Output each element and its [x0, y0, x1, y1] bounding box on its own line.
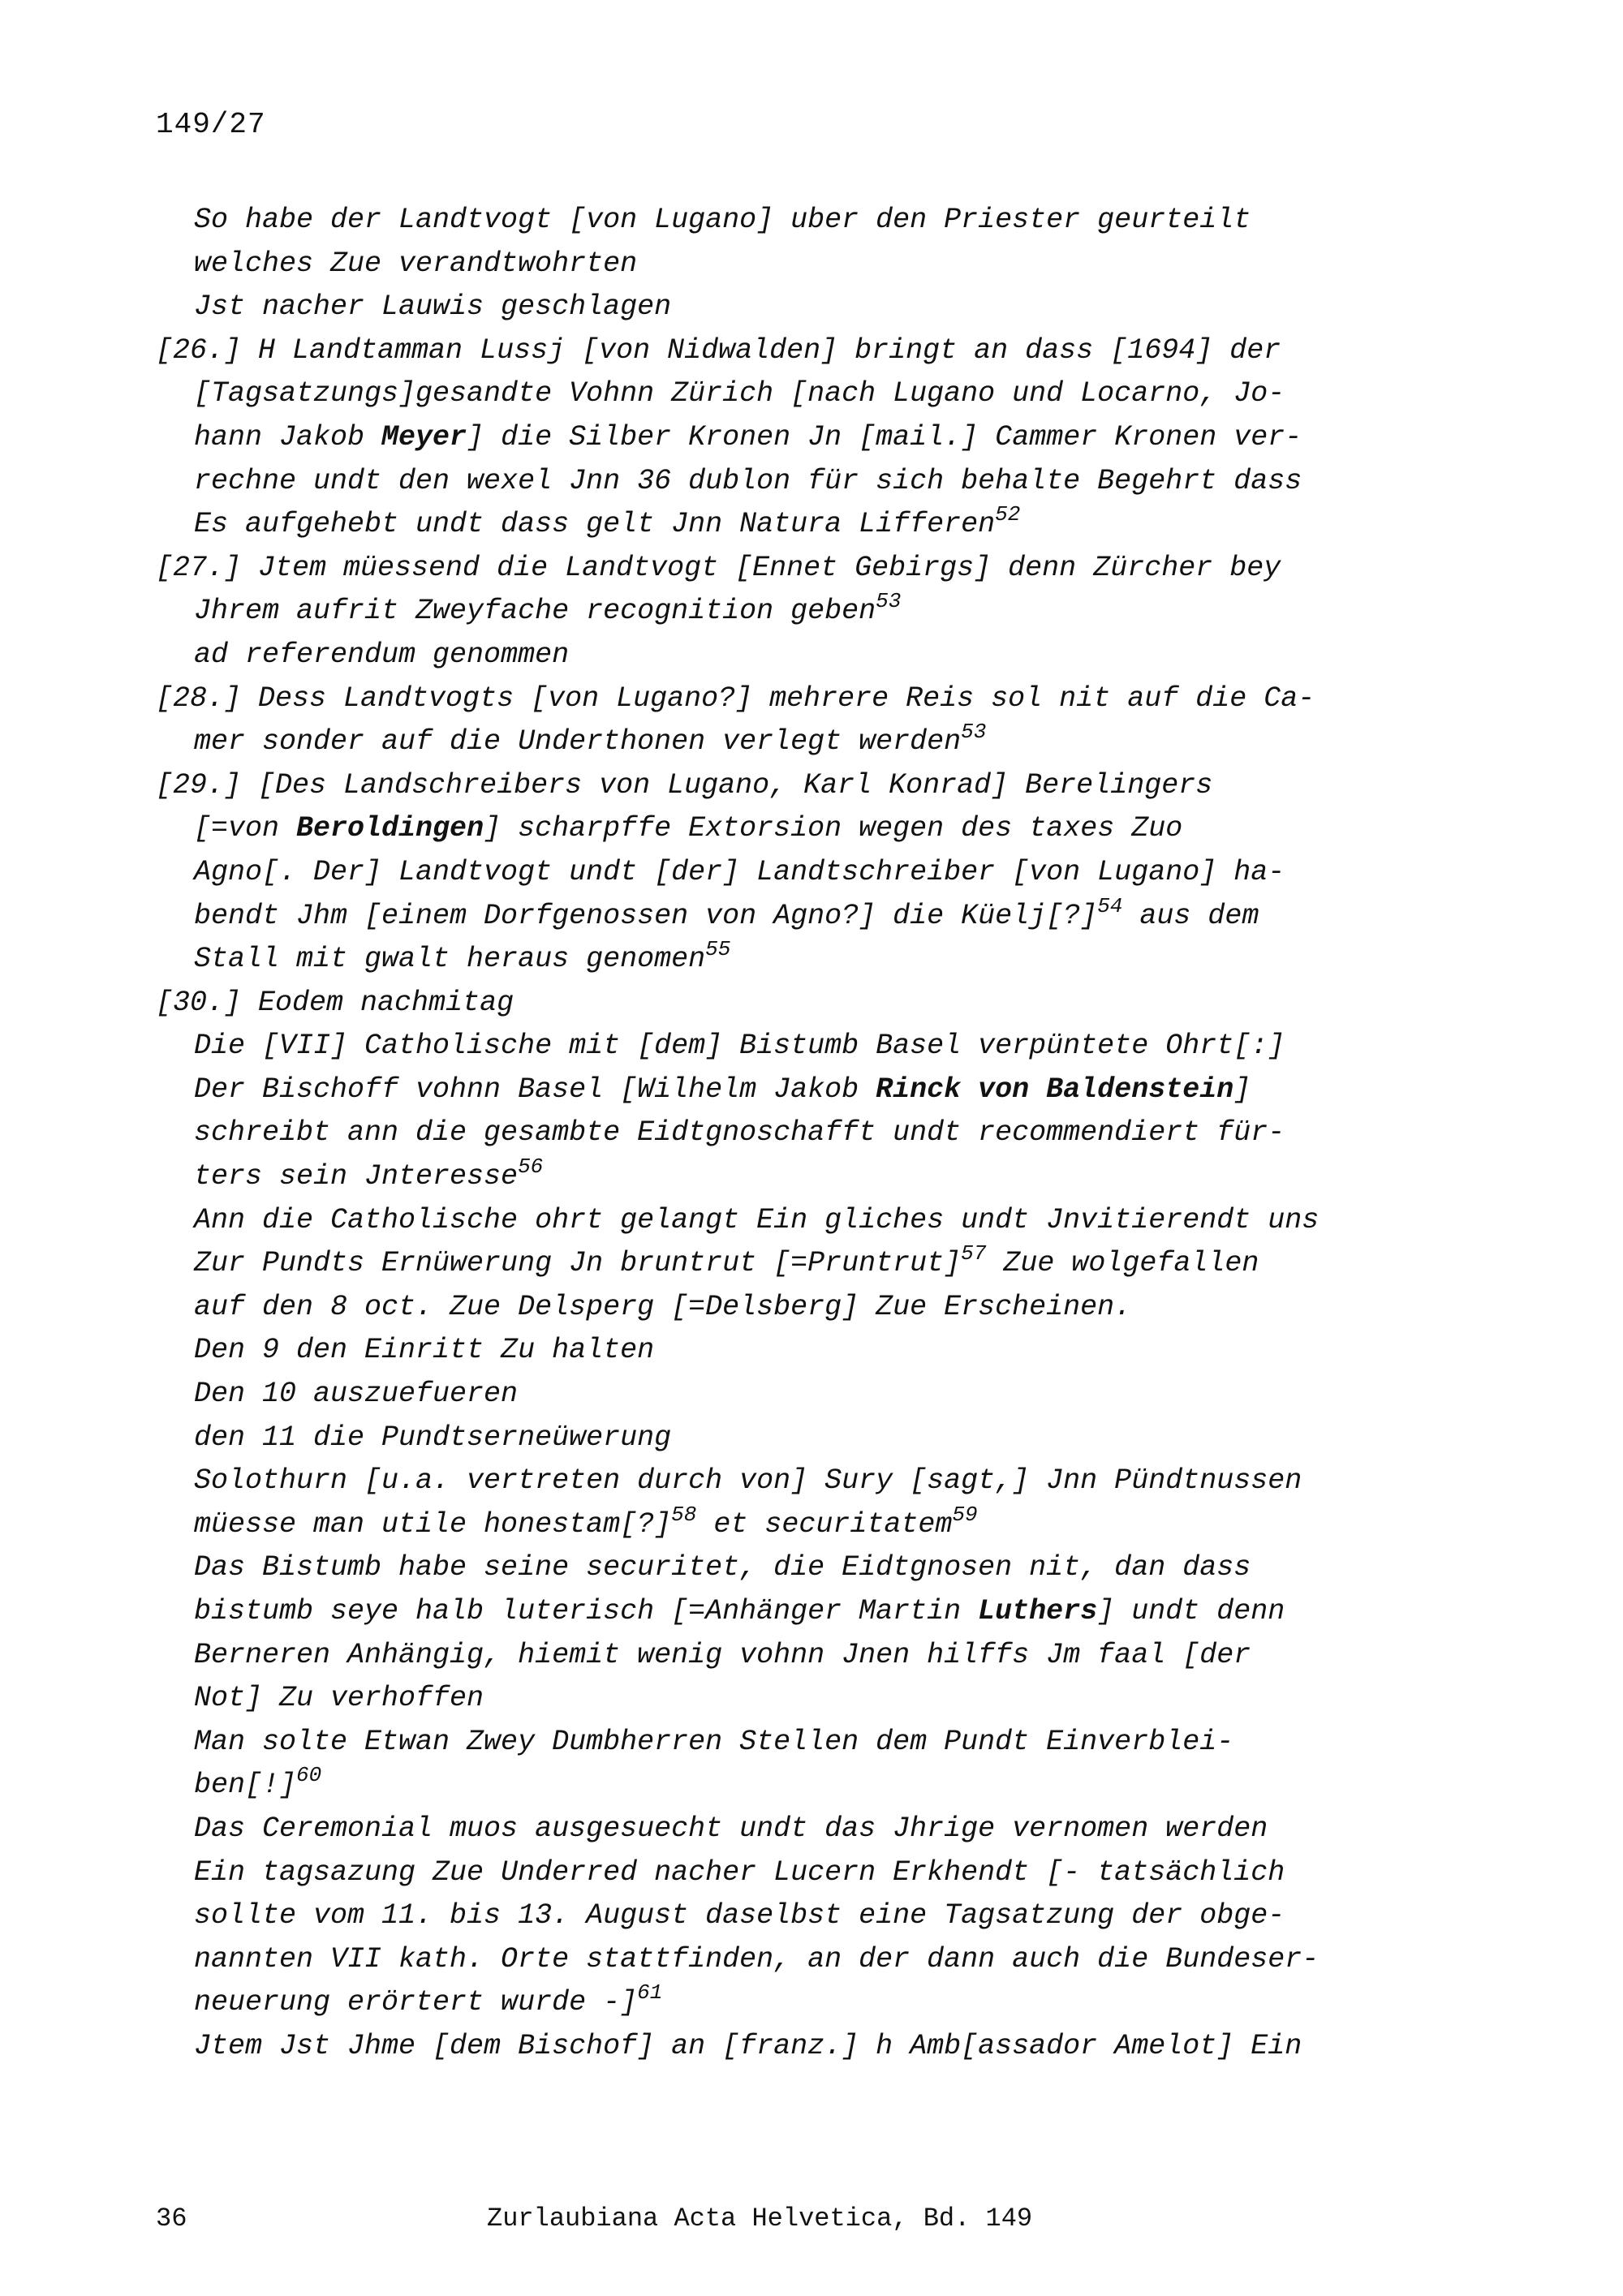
text-line: Jhrem aufrit Zweyfache recognition geben$^{53}$: [194, 589, 902, 628]
text-line: Ein tagsazung Zue Underred nacher Lucern Erkhendt [- tatsächlich: [194, 1855, 1285, 1889]
footnote-reference: 58: [671, 1502, 697, 1527]
text-paragraph: [156, 677, 1584, 764]
person-name-bold: Rinck von Baldenstein: [876, 1073, 1234, 1106]
footnote-reference: 61: [637, 1980, 663, 2006]
footnote-reference: 54: [1097, 893, 1123, 918]
text-line: müesse man utile honestam[?]$^{58}$ et securitatem$^{59}$: [194, 1502, 978, 1541]
text-line: Den 9 den Einritt Zu halten: [194, 1334, 655, 1367]
footnote-reference: 53: [876, 589, 902, 614]
text-line: Der Bischoff vohnn Basel [Wilhelm Jakob Rinck von Baldenstein]: [194, 1073, 1251, 1106]
text-line: Solothurn [u.a. vertreten durch von] Sury [sagt,] Jnn Pündtnussen: [194, 1464, 1302, 1498]
text-line: welches Zue verandtwohrten: [194, 247, 638, 280]
text-line: [29.] [Des Landschreibers von Lugano, Karl Konrad] Berelingers: [156, 768, 1213, 802]
text-line: [28.] Dess Landtvogts [von Lugano?] mehrere Reis sol nit auf die Ca-: [156, 681, 1315, 715]
person-name-bold: Beroldingen: [296, 812, 484, 845]
text-paragraph: [156, 329, 1584, 547]
text-line: neuerung erörtert wurde -]$^{61}$: [194, 1980, 663, 2019]
footnote-reference: 56: [518, 1154, 544, 1180]
footnote-reference: 53: [961, 720, 987, 745]
text-paragraph: [156, 547, 1584, 677]
text-paragraph: [156, 1546, 1584, 1720]
footnote-reference: 55: [705, 937, 731, 962]
text-line: [Tagsatzungs]gesandte Vohnn Zürich [nach Lugano und Locarno, Jo-: [194, 377, 1285, 411]
text-line: Man solte Etwan Zwey Dumbherren Stellen dem Pundt Einverblei-: [194, 1725, 1234, 1758]
text-line: [30.] Eodem nachmitag: [156, 986, 514, 1019]
text-line: Agno[. Der] Landtvogt undt [der] Landtschreiber [von Lugano] ha-: [194, 855, 1285, 888]
text-paragraph: [156, 199, 1584, 243]
publication-title: Zurlaubiana Acta Helvetica, Bd. 149: [487, 2204, 1033, 2234]
footnote-reference: 57: [961, 1241, 987, 1266]
text-paragraph: [156, 1851, 1584, 2025]
page-number: 36: [156, 2204, 187, 2234]
folio-number: 149/27: [156, 108, 266, 141]
text-paragraph: [156, 1417, 1584, 1460]
footnote-reference: 60: [296, 1763, 322, 1788]
text-paragraph: [156, 764, 1584, 982]
text-line: [26.] H Landtamman Lussj [von Nidwalden] bringt an dass [1694] der: [156, 333, 1281, 367]
text-line: ad referendum genommen: [194, 638, 570, 671]
text-line: Den 10 auszuefueren: [194, 1378, 519, 1411]
text-paragraph: [156, 1025, 1584, 1068]
text-line: [27.] Jtem müessend die Landtvogt [Ennet Gebirgs] denn Zürcher bey: [156, 551, 1281, 584]
text-line: Das Bistumb habe seine securitet, die Eidtgnosen nit, dan dass: [194, 1551, 1251, 1584]
text-line: [=von Beroldingen] scharpffe Extorsion wegen des taxes Zuo: [194, 812, 1183, 845]
text-paragraph: [156, 1808, 1584, 1851]
text-line: auf den 8 oct. Zue Delsperg [=Delsberg] Zue Erscheinen.: [194, 1290, 1132, 1323]
person-name-bold: Luthers: [978, 1595, 1098, 1627]
text-line: rechne undt den wexel Jnn 36 dublon für sich behalte Begehrt dass: [194, 464, 1302, 497]
text-line: Das Ceremonial muos ausgesuecht undt das Jhrige vernomen werden: [194, 1812, 1268, 1845]
text-line: bistumb seye halb luterisch [=Anhänger Martin Luthers] undt denn: [194, 1595, 1285, 1627]
text-paragraph: [156, 1329, 1584, 1373]
text-line: bendt Jhm [einem Dorfgenossen von Agno?] die Küelj[?]$^{54}$ aus dem: [194, 893, 1259, 932]
text-line: ters sein Jnteresse$^{56}$: [194, 1154, 544, 1193]
text-line: hann Jakob Meyer] die Silber Kronen Jn [mail.] Cammer Kronen ver-: [194, 420, 1302, 454]
text-line: So habe der Landtvogt [von Lugano] uber den Priester geurteilt: [194, 204, 1251, 236]
text-line: den 11 die Pundtserneüwerung: [194, 1421, 672, 1454]
text-line: Zur Pundts Ernüwerung Jn bruntrut [=Pruntrut]$^{57}$ Zue wolgefallen: [194, 1241, 1259, 1280]
footnote-reference: 59: [952, 1502, 978, 1527]
text-line: Stall mit gwalt heraus genomen$^{55}$: [194, 937, 731, 976]
text-paragraph: [156, 243, 1584, 286]
text-line: Berneren Anhängig, hiemit wenig vohnn Jnen hilffs Jm faal [der: [194, 1638, 1251, 1671]
text-paragraph: [156, 286, 1584, 329]
text-line: Jtem Jst Jhme [dem Bischof] an [franz.] h Amb[assador Amelot] Ein: [194, 2029, 1302, 2062]
text-paragraph: [156, 982, 1584, 1025]
text-line: Jst nacher Lauwis geschlagen: [194, 290, 672, 324]
text-paragraph: [156, 2025, 1584, 2069]
text-paragraph: [156, 1199, 1584, 1330]
document-body: [156, 199, 1584, 2069]
text-paragraph: [156, 1068, 1584, 1199]
text-line: Die [VII] Catholische mit [dem] Bistumb Basel verpüntete Ohrt[:]: [194, 1030, 1285, 1063]
text-paragraph: [156, 1721, 1584, 1808]
person-name-bold: Meyer: [381, 420, 467, 454]
text-line: schreibt ann die gesambte Eidtgnoschafft undt recommendiert für-: [194, 1116, 1285, 1150]
text-paragraph: [156, 1373, 1584, 1417]
text-line: nannten VII kath. Orte stattfinden, an der dann auch die Bundeser-: [194, 1942, 1319, 1976]
text-line: Not] Zu verhoffen: [194, 1682, 484, 1715]
text-line: Es aufgehebt undt dass gelt Jnn Natura Lifferen$^{52}$: [194, 502, 1021, 541]
text-line: sollte vom 11. bis 13. August daselbst eine Tagsatzung der obge-: [194, 1899, 1285, 1933]
footnote-reference: 52: [995, 502, 1021, 527]
text-line: mer sonder auf die Underthonen verlegt werden$^{53}$: [194, 720, 987, 759]
text-line: ben[!]$^{60}$: [194, 1763, 322, 1802]
text-paragraph: [156, 1460, 1584, 1546]
text-line: Ann die Catholische ohrt gelangt Ein gliches undt Jnvitierendt uns: [194, 1203, 1319, 1236]
